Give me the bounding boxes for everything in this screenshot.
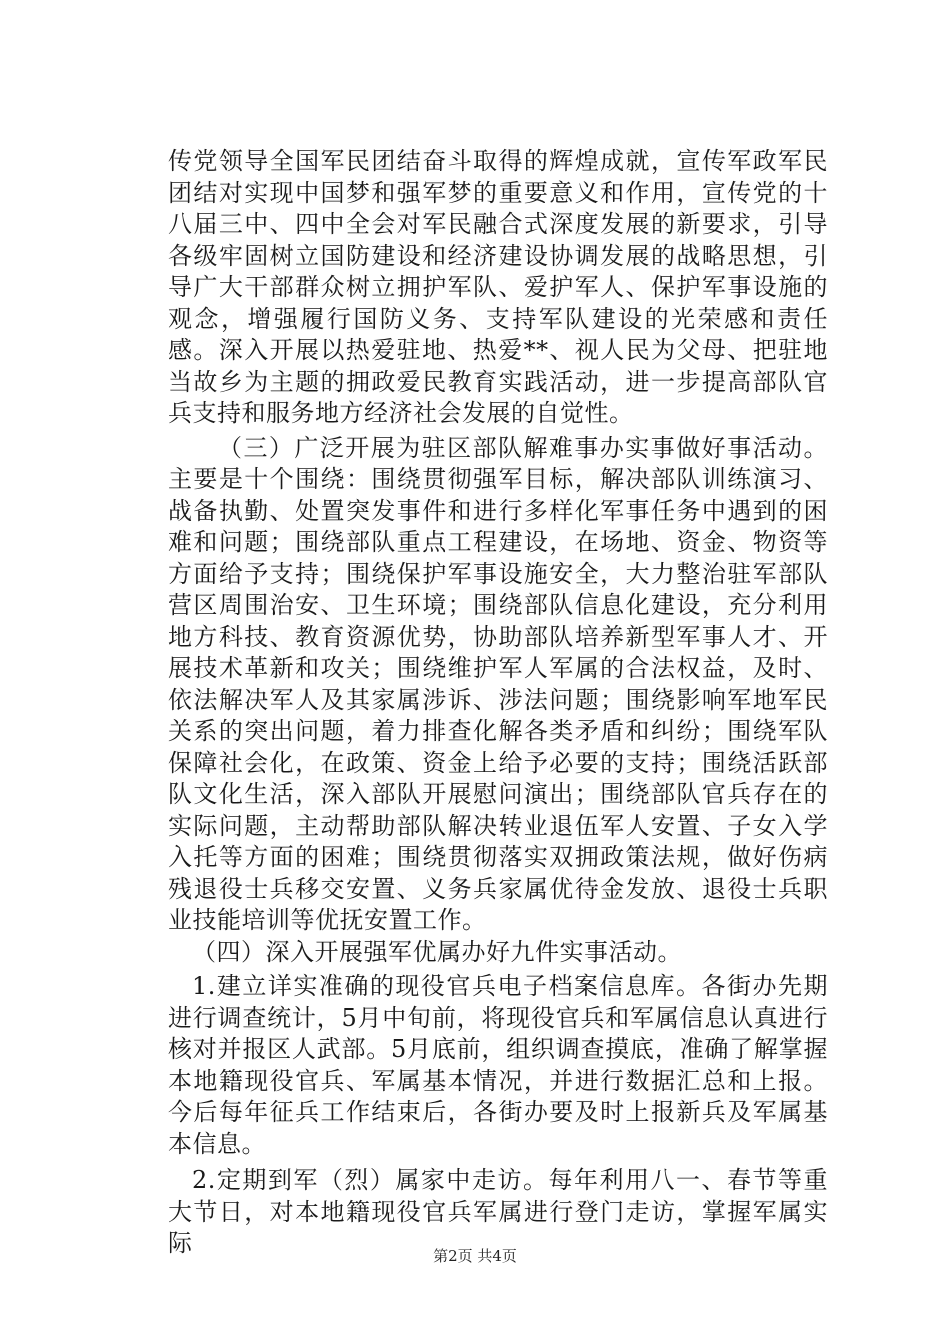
page-number-footer: 第2页 共4页 bbox=[433, 1247, 517, 1265]
document-body bbox=[168, 146, 828, 1260]
paragraph-section-three: （三）广泛开展为驻区部队解难事办实事做好事活动。主要是十个围绕：围绕贯彻强军目标，解决部队训练演习、战备执勤、处置突发事件和进行多样化军事任务中遇到的困难和问题；围绕部队重点工程建设，在场地、资金、物资等方面给予支持；围绕保护军事设施安全，大力整治驻军部队营区周围治安、卫生环境；围绕部队信息化建设，充分利用地方科技、教育资源优势，协助部队培养新型军事人才、开展技术革新和攻关；围绕维护军人军属的合法权益，及时、依法解决军人及其家属涉诉、涉法问题；围绕影响军地军民关系的突出问题，着力排查化解各类矛盾和纠纷；围绕军队保障社会化，在政策、资金上给予必要的支持；围绕活跃部队文化生活，深入部队开展慰问演出；围绕部队官兵存在的实际问题，主动帮助部队解决转业退伍军人安置、子女入学入托等方面的困难；围绕贯彻落实双拥政策法规，做好伤病残退役士兵移交安置、义务兵家属优待金发放、退役士兵职业技能培训等优抚安置工作。 bbox=[168, 433, 828, 934]
paragraph-item-two: 2.定期到军（烈）属家中走访。每年利用八一、春节等重大节日，对本地籍现役官兵军属进行登门走访，掌握军属实际 bbox=[168, 1166, 828, 1257]
paragraph-item-one: 1.建立详实准确的现役官兵电子档案信息库。各街办先期进行调查统计，5月中旬前，将现役官兵和军属信息认真进行核对并报区人武部。5月底前，组织调查摸底，准确了解掌握本地籍现役官兵、军属基本情况，并进行数据汇总和上报。今后每年征兵工作结束后，各街办要及时上报新兵及军属基本信息。 bbox=[168, 972, 828, 1158]
paragraph-continuation: 传党领导全国军民团结奋斗取得的辉煌成就，宣传军政军民团结对实现中国梦和强军梦的重要意义和作用，宣传党的十八届三中、四中全会对军民融合式深度发展的新要求，引导各级牢固树立国防建设和经济建设协调发展的战略思想，引导广大干部群众树立拥护军队、爱护军人、保护军事设施的观念，增强履行国防义务、支持军队建设的光荣感和责任感。深入开展以热爱驻地、热爱**、视人民为父母、把驻地当故乡为主题的拥政爱民教育实践活动，进一步提高部队官兵支持和服务地方经济社会发展的自觉性。 bbox=[168, 147, 828, 427]
paragraph-section-four-heading: （四）深入开展强军优属办好九件实事活动。 bbox=[192, 937, 682, 966]
